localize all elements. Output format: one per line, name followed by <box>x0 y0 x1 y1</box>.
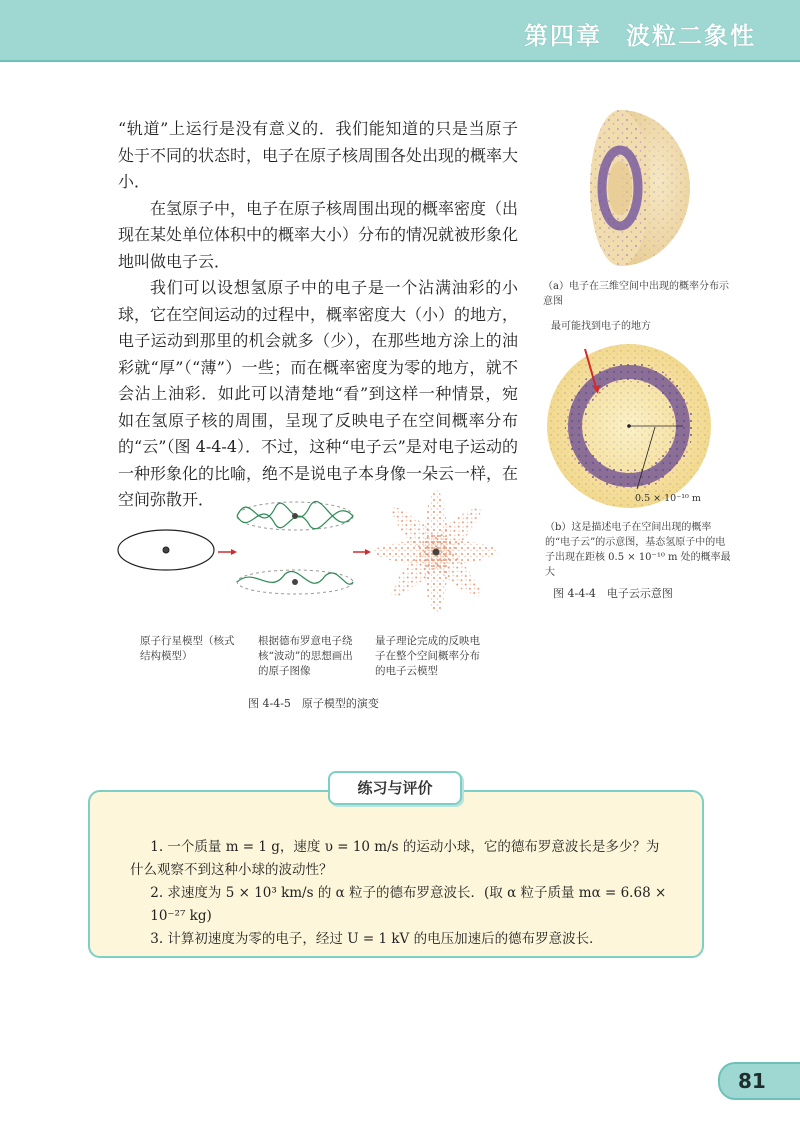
exercise-item-2: 2. 求速度为 5 × 10³ km/s 的 α 粒子的德布罗意波长．(取 α 粒子质量 mα = 6.68 × 10⁻²⁷ kg) <box>150 885 667 924</box>
planet-model-caption: 原子行星模型（核式结构模型） <box>140 635 235 662</box>
exercise-item-1: 1. 一个质量 m = 1 g，速度 υ = 10 m/s 的运动小球，它的德布罗意波长是多少？为什么观察不到这种小球的波动性？ <box>130 839 660 878</box>
chapter-number: 第四章 <box>524 22 602 50</box>
figure-4-4-4 <box>535 100 735 601</box>
header-divider <box>0 60 800 62</box>
figure-4-4-5 <box>110 478 510 628</box>
chapter-section: 波粒二象性 <box>626 22 756 50</box>
electron-cloud-2d-figure <box>535 321 735 516</box>
paragraph-3: 我们可以设想氢原子中的电子是一个沾满油彩的小球，它在空间运动的过程中，概率密度大（小）的地方，电子运动到那里的机会就多（少），在那些地方涂上的油彩就“厚”（“薄”）一些；而在概率密度为零的地方，就不会沾上油彩．如此可以清楚地“看”到这样一种情景，宛如在氢原子核的周围，呈现了反映电子在空间概率分布的“云”（图 4-4-4）．不过，这种“电子云”是对电子运动的一种形象化的比喻，绝不是说电子本身像一朵云一样，在空间弥散开． <box>118 278 519 509</box>
main-text <box>118 116 518 514</box>
most-probable-label: 最可能找到电子的地方 <box>551 321 651 332</box>
figure-4-4-5-title: 图 4-4-5 原子模型的演变 <box>248 697 379 710</box>
figure-4-4-4-title: 图 4-4-4 电子云示意图 <box>553 587 673 600</box>
radius-label: 0.5 × 10⁻¹⁰ m <box>635 493 701 504</box>
figure-4-4-4b-caption: （b）这是描述电子在空间出现的概率的“电子云”的示意图，基态氢原子中的电子出现在距核 0.5 × 10⁻¹⁰ m 处的概率最大 <box>545 522 731 578</box>
paragraph-1: “轨道”上运行是没有意义的．我们能知道的只是当原子处于不同的状态时，电子在原子核周围各处出现的概率大小． <box>118 119 519 191</box>
chapter-title <box>524 16 756 51</box>
electron-cloud-2d-image <box>535 321 735 516</box>
figure-4-4-4a-caption: （a）电子在三维空间中出现的概率分布示意图 <box>543 281 729 307</box>
atom-model-evolution-image <box>110 478 510 628</box>
wave-model-caption: 根据德布罗意电子绕核“波动”的思想画出的原子图像 <box>258 635 353 677</box>
cloud-model-caption: 量子理论完成的反映电子在整个空间概率分布的电子云模型 <box>375 635 480 677</box>
page-number: 81 <box>718 1062 800 1100</box>
electron-cloud-3d-image <box>535 100 735 275</box>
exercise-item-3: 3. 计算初速度为零的电子，经过 U = 1 kV 的电压加速后的德布罗意波长． <box>150 931 603 947</box>
paragraph-2: 在氢原子中，电子在原子核周围出现的概率密度（出现在某处单位体积中的概率大小）分布的情况就被形象化地叫做电子云． <box>118 198 519 271</box>
exercise-list <box>130 836 670 951</box>
exercise-title: 练习与评价 <box>328 771 462 805</box>
